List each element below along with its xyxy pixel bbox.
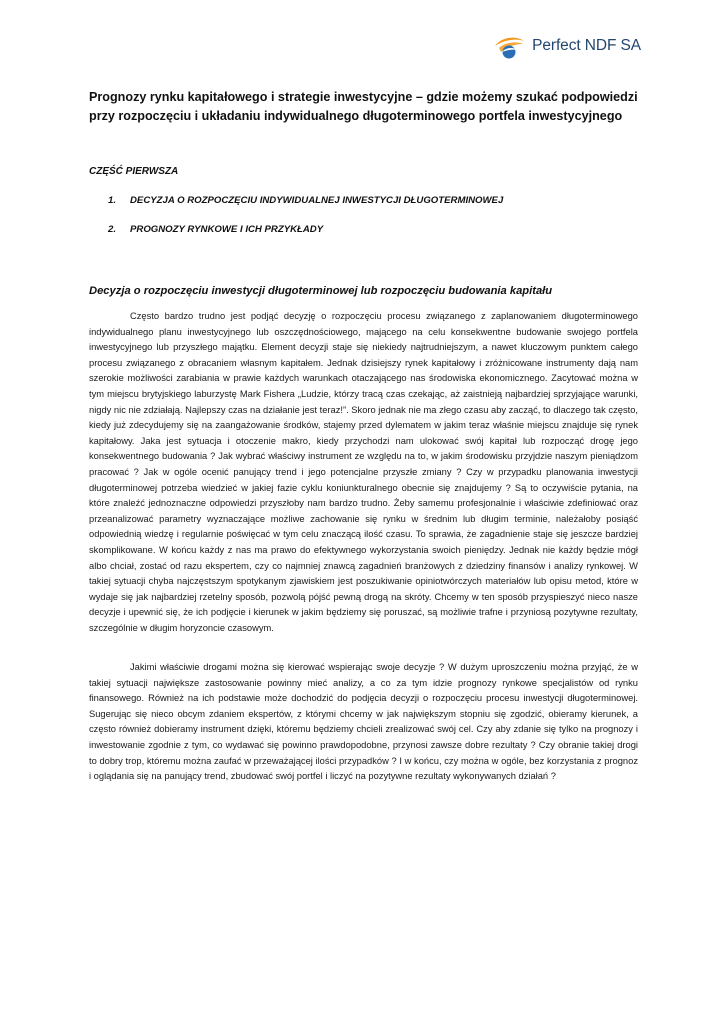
logo-swoosh-icon	[492, 32, 526, 60]
section-label: CZĘŚĆ PIERWSZA	[89, 166, 179, 177]
section-subheading: Decyzja o rozpoczęciu inwestycji długoterminowej lub rozpoczęciu budowania kapitału	[89, 285, 553, 297]
toc-item-number: 1.	[108, 195, 117, 206]
body-paragraph: Często bardzo trudno jest podjąć decyzję o rozpoczęciu procesu związanego z zaplanowaniem długoterminowego indywidualnego planu inwestycyjnego lub oszczędnościowego, mającego na celu konsekwentne budowanie swojego portfela inwestycyjnego lub przyszłego majątku. Element decyzji staje się niekiedy najtrudniejszym, a nawet kluczowym punktem całego procesu związanego z obracaniem własnym kapitałem. Jednak dzisiejszy rynek kapitałowy i zróżnicowane instrumenty dają nam szerokie możliwości zarabiania w prawie każdych warunkach otaczającego nas środowiska ekonomicznego. Zacytować można w tym miejscu brytyjskiego laburzystę Mark Fishera „Ludzie, którzy tracą czas czekając, aż zaistnieją najbardziej sprzyjające warunki, nigdy nic nie zdziałają. Najlepszy czas na działanie jest teraz!”. Skoro jednak nie ma złego czasu aby zacząć, to dlaczego tak często, kiedy już zdecydujemy się na zaangażowanie środków, stajemy przed dylematem w jakim teraz właśnie miejscu znajduje się rynek kapitałowy. Jaka jest sytuacja i otoczenie makro, kiedy przychodzi nam ulokować swój kapitał lub rozpocząć drogę jego konsekwentnego budowania ? Jak wybrać właściwy instrument ze względu na to, w jakim środowisku przyjdzie naszym pieniądzom pracować ? Jak w ogóle ocenić panujący trend i jego potencjalne przyszłe zmiany ? Czy w przypadku planowania inwestycji długoterminowej potrzeba wiedzieć w jakiej fazie cyklu koniunkturalnego obecnie się znajdujemy ? Są to oczywiście pytania, na które znaleźć jednoznaczne odpowiedzi przyszłoby nam bardzo trudno. Żeby samemu profesjonalnie i właściwie zdefiniować oraz przeanalizować parametry wyznaczające możliwe zachowanie się rynku w średnim lub długim terminie, należałoby posiąść odpowiednią wiedzę i regularnie poświęcać w tym celu znaczącą ilość czasu. To sprawia, że zagadnienie staje się jeszcze bardziej skomplikowane. W końcu każdy z nas ma prawo do efektywnego wykorzystania swoich pieniędzy. Jednak nie każdy będzie mógł albo chciał, zostać od razu ekspertem, czy co najmniej znawcą zagadnień branżowych z dziedziny finansów i analizy rynkowej. W takiej sytuacji chyba najczęstszym spotykanym zjawiskiem jest poszukiwanie opiniotwórczych materiałów lub opisu metod, które w wydaje się jak najbardziej rzetelny sposób, pozwolą pójść pewną drogą na skróty. Chcemy w ten sposób przyspieszyć nieco nasze decyzje i upewnić się, że ich podjęcie i kierunek w jakim będziemy się poruszać, są możliwie trafne i przyniosą pozytywne rezultaty, szczególnie w długim horyzoncie czasowym.	[89, 311, 638, 633]
toc-item-number: 2.	[108, 224, 117, 235]
toc-item	[108, 224, 323, 235]
company-logo	[492, 32, 641, 60]
document-title: Prognozy rynku kapitałowego i strategie inwestycyjne – gdzie możemy szukać podpowiedzi przy rozpoczęciu i układaniu indywidualnego długoterminowego portfela inwestycyjnego	[89, 90, 638, 123]
toc-item	[108, 195, 503, 206]
toc-item-label: DECYZJA O ROZPOCZĘCIU INDYWIDUALNEJ INWESTYCJI DŁUGOTERMINOWEJ	[130, 195, 504, 206]
logo-text: Perfect NDF SA	[532, 37, 641, 54]
toc-item-label: PROGNOZY RYNKOWE I ICH PRZYKŁADY	[130, 224, 324, 235]
body-paragraph: Jakimi właściwie drogami można się kierować wspierając swoje decyzje ? W dużym uproszczeniu można przyjąć, że w takiej sytuacji największe zastosowanie powinny mieć analizy, a co za tym idzie prognozy rynkowe specjalistów od rynku finansowego. Również na ich podstawie może dochodzić do podjęcia decyzji o rozpoczęciu procesu inwestycji długoterminowej. Sugerując się nieco obcym zdaniem ekspertów, z którymi chcemy w jak największym stopniu się zgodzić, obieramy kierunek, a często również dobieramy instrument dzięki, któremu będziemy chcieli zrealizować swój cel. Czy aby zdanie się tylko na prognozy i inwestowanie zgodnie z tym, co wydawać się powinno prawdopodobne, przynosi zawsze dobre rezultaty ? Czy obranie takiej drogi to dobry trop, któremu można zaufać w przeważającej ilości przypadków ? I w końcu, czy można w ogóle, bez korzystania z prognoz i oglądania się na panujący trend, zbudować swój portfel i liczyć na pozytywne rezultaty wykonywanych działań ?	[89, 662, 638, 782]
